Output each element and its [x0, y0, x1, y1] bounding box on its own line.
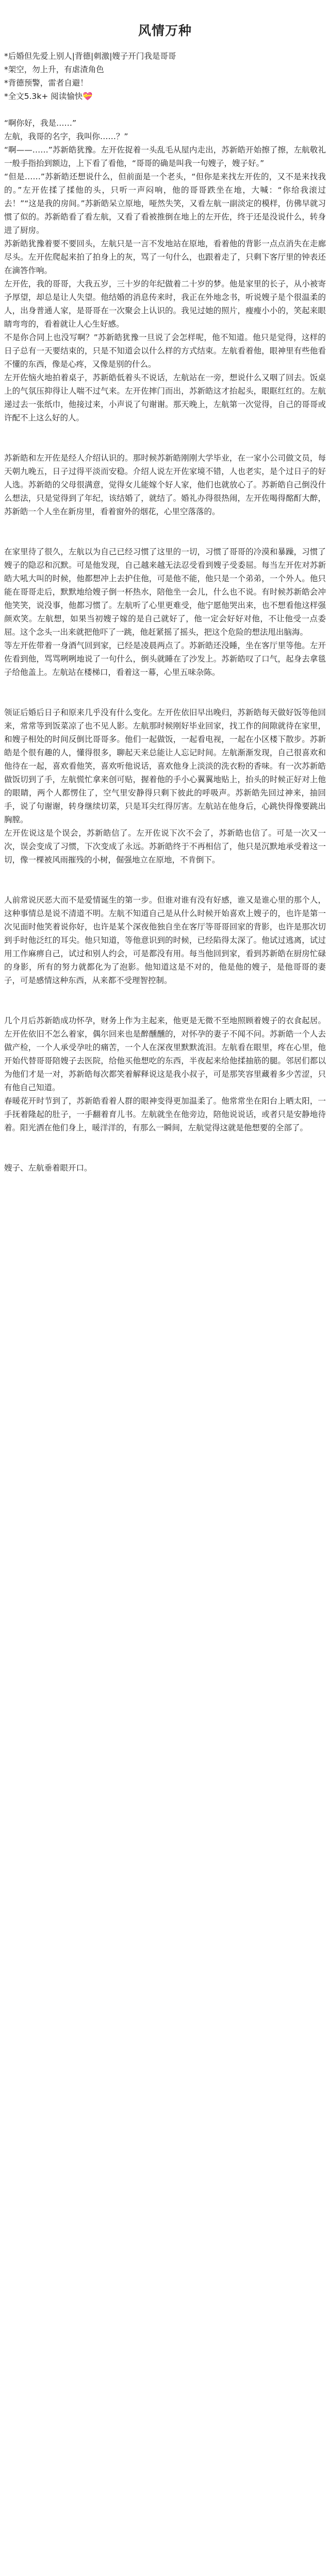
paragraph: 左航，我哥的名字，我叫你……？”	[4, 132, 128, 141]
section-gap	[4, 867, 326, 893]
section-gap	[4, 518, 326, 545]
paragraph: 苏新皓犹豫着要不要回头，左航只是一言不发地站在原地，看着他的背影一点点消失在走廊尽头。左开佐爬起来拍了拍身上的灰，骂了一句什么，也跟着走了，只剩下客厅里的钟表还在滴答作响。	[4, 239, 326, 275]
tag-line	[4, 90, 326, 103]
section-gap	[4, 1134, 326, 1161]
paragraph: 左开佐，我的哥哥，大我五岁，三十岁的年纪做着二十岁的梦。他是家里的长子，从小被寄予厚望，却总是让人失望。他结婚的消息传来时，我正在外地念书，听说嫂子是个很温柔的人，出身普通人家，是哥哥在一次聚会上认识的。我见过她的照片，瘦瘦小小的，笑起来眼睛弯弯的，看着就让人心生好感。	[4, 279, 326, 329]
paragraph: 苏新皓和左开佐是经人介绍认识的。那时候苏新皓刚刚大学毕业，在一家小公司做文员，每天朝九晚五，日子过得平淡而安稳。介绍人说左开佐家境不错，人也老实，是个过日子的好人选。苏新皓的父母很满意，觉得女儿能嫁个好人家，他们也就放心了。苏新皓自己倒没什么想法，只是觉得到了年纪，该结婚了，就结了。婚礼办得很热闹，左开佐喝得酩酊大醉，苏新皓一个人坐在新房里，看着窗外的烟花，心里空落落的。	[4, 453, 326, 516]
paragraph: 等左开佐带着一身酒气回到家，已经是凌晨两点了。苏新皓还没睡，坐在客厅里等他。左开佐看到他，骂骂咧咧地说了一句什么，倒头就睡在了沙发上。苏新皓叹了口气，起身去拿毯子给他盖上。左航站在楼梯口，看着这一幕，心里五味杂陈。	[4, 641, 326, 677]
paragraph: “啊你好，我是……”	[4, 118, 77, 128]
tag-list	[4, 49, 326, 103]
paragraph: “啊——……”苏新皓犹豫。左开佐捉着一头乱毛从屋内走出，苏新皓开始擦了擦，左航敬礼一般手指抬到额边，上下看了看他，“哥哥的确是叫我一句嫂子，嫂子好。”	[4, 145, 326, 168]
section-gap	[4, 679, 326, 706]
paragraph: 左开佐说这是个误会，苏新皓信了。左开佐说下次不会了，苏新皓也信了。可是一次又一次，误会变成了习惯，下次变成了永远。苏新皓终于不再相信了，他只是沉默地承受着这一切，像一棵被风雨摧残的小树，倔强地立在原地，不肯倒下。	[4, 828, 326, 865]
paragraph: 春暖花开时节到了，苏新皓看着人群的眼神变得更加温柔了。他常常坐在阳台上晒太阳，一手抚着隆起的肚子，一手翻着育儿书。左航就坐在他旁边，陪他说说话，或者只是安静地待着。阳光洒在他们身上，暖洋洋的，有那么一瞬间，左航觉得这就是他想要的全部了。	[4, 1096, 326, 1132]
tag-line: *背德预警，雷者自避！	[4, 78, 88, 88]
paragraph: “但是……”苏新皓还想说什么，但前面是一个老头，“但你是来找左开佐的，又不是来找我的。”左开佐揉了揉他的头，只听一声闷响，他的哥哥跌坐在地，大喊：“你给我滚过去！”“这是我的房间。”苏新皓呆立原地，哑然失笑，又看左航一副淡定的模样，仿佛早就习惯了似的。苏新皓看了看左航，又看了看被推倒在地上的左开佐，终于还是没说什么，转身进了厨房。	[4, 172, 326, 235]
spacer	[4, 103, 326, 116]
article-title: 风情万种	[138, 23, 192, 38]
tag-line: *架空，勿上升，有虐渣角色	[4, 65, 104, 74]
paragraph: 几个月后苏新皓成功怀孕，财务上作为主起来，他更是无微不至地照顾着嫂子的衣食起居。左开佐依旧不怎么着家，偶尔回来也是醉醺醺的，对怀孕的妻子不闻不问。苏新皓一个人去做产检，一个人承受孕吐的痛苦，一个人在深夜里默默流泪。左航看在眼里，疼在心里，他开始代替哥哥陪嫂子去医院，给他买他想吃的东西，半夜起来给他揉抽筋的腿。邻居们都以为他们才是一对，苏新皓每次都笑着解释说这是我小叔子，可是那笑容里藏着多少苦涩，只有他自己知道。	[4, 1016, 326, 1092]
paragraph: 领证后婚后日子和原来几乎没有什么变化。左开佐依旧早出晚归，苏新皓每天做好饭等他回来，常常等到饭菜凉了也不见人影。左航那时候刚好毕业回家，找工作的间隙就待在家里，和嫂子相处的时间反倒比哥哥多。他们一起做饭，一起看电视，一起在小区楼下散步。苏新皓是个很有趣的人，懂得很多，聊起天来总能让人忘记时间。左航渐渐发现，自己很喜欢和他待在一起，喜欢看他笑，喜欢听他说话，喜欢他身上淡淡的洗衣粉的香味。有一次苏新皓做饭切到了手，左航慌忙拿来创可贴，握着他的手小心翼翼地贴上，抬头的时候正好对上他的眼睛，两个人都愣住了，空气里安静得只剩下彼此的呼吸声。苏新皓先回过神来，抽回手，说了句谢谢，转身继续切菜，只是耳尖红得厉害。左航站在他身后，心跳快得像要跳出胸膛。	[4, 708, 326, 824]
paragraph: 嫂子、左航垂着眼开口。	[4, 1163, 92, 1173]
section-gap	[4, 987, 326, 1014]
paragraph: 人前常说厌恶大而不是爱情诞生的第一步。但谁对谁有没有好感，谁又是谁心里的那个人，这种事情总是说不清道不明。左航不知道自己是从什么时候开始喜欢上嫂子的，也许是第一次见面时他笑着说你好，也许是某个深夜他独自坐在客厅等哥哥回家的背影，也许是那次切到手时他泛红的耳尖。他只知道，等他意识到的时候，已经陷得太深了。他试过逃离，试过用工作麻痹自己，试过和别人约会，可是都没有用。每当他回到家，看到苏新皓在厨房忙碌的身影，所有的努力就都化为了泡影。他知道这是不对的，他是他的嫂子，是他哥哥的妻子，可是感情这种东西，从来都不受理智控制。	[4, 895, 326, 985]
tag-line: *后婚但先爱上别人|背德|刺激|嫂子开门我是哥哥	[4, 52, 176, 61]
section-gap	[4, 425, 326, 451]
paragraph: 左开佐恼火地拍着桌子，苏新皓低着头不说话，左航站在一旁，想说什么又咽了回去。饭桌上的气氛压抑得让人喘不过气来。左开佐摔门而出，苏新皓这才抬起头，眼眶红红的。左航递过去一张纸巾，他接过来，小声说了句谢谢。那天晚上，左航第一次觉得，自己的哥哥或许配不上这么好的人。	[4, 373, 326, 422]
paragraph: 在家里待了很久，左航以为自己已经习惯了这里的一切，习惯了哥哥的冷漠和暴躁，习惯了嫂子的隐忍和沉默。可是他发现，自己越来越无法忍受看到嫂子受委屈。每当左开佐对苏新皓大吼大叫的时候，他都想冲上去护住他，可是他不能，他只是一个弟弟，一个外人。他只能在哥哥走后，默默地给嫂子倒一杯热水，陪他坐一会儿，什么也不说。有时候苏新皓会冲他笑笑，说没事，他都习惯了。左航听了心里更难受，他宁愿他哭出来，也不想看他这样强颜欢笑。左航想，如果当初嫂子嫁的是自己就好了，他一定会好好对他，不让他受一点委屈。这个念头一出来就把他吓了一跳，他赶紧摇了摇头，把这个危险的想法甩出脑海。	[4, 547, 326, 637]
tag-text: *全文5.3k+ 阅读愉快	[4, 92, 83, 101]
heart-icon: 💝	[82, 92, 93, 101]
paragraph: 不是你合同上也没写啊？”苏新皓犹豫一旦说了会怎样呢，他不知道。他只是觉得，这样的日子总有一天要结束的，只是不知道会以什么样的方式结束。左航看着他，眼神里有些他看不懂的东西，像是心疼，又像是别的什么。	[4, 333, 326, 369]
